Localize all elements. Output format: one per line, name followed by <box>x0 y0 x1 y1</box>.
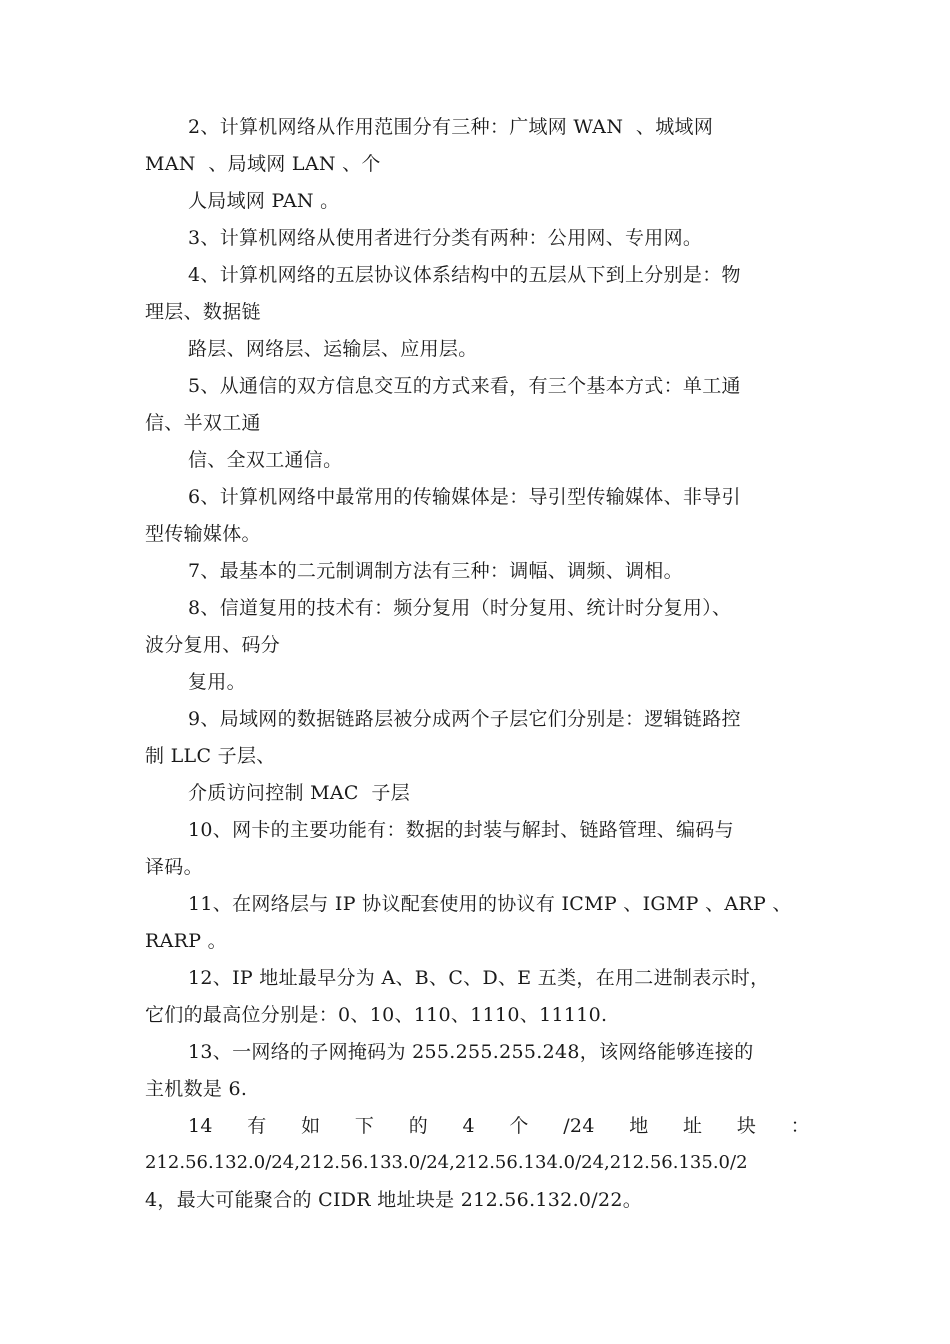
word: 地 <box>629 1115 649 1137</box>
text-line: 13、一网络的子网掩码为 255.255.255.248，该网络能够连接的 <box>188 1041 754 1063</box>
text-line: 10、网卡的主要功能有：数据的封装与解封、链路管理、编码与 <box>188 819 734 841</box>
word: 有 <box>247 1115 267 1137</box>
text-line: 复用。 <box>188 671 246 693</box>
word: 14 <box>188 1115 213 1137</box>
text-line: 6、计算机网络中最常用的传输媒体是：导引型传输媒体、非导引 <box>188 486 741 508</box>
text-line-justified <box>188 1113 810 1139</box>
text-line: 11、在网络层与 IP 协议配套使用的协议有 ICMP 、IGMP 、ARP 、 <box>188 893 792 915</box>
text-line: 12、IP 地址最早分为 A、B、C、D、E 五类，在用二进制表示时， <box>188 967 770 989</box>
text-line: 9、局域网的数据链路层被分成两个子层它们分别是：逻辑链路控 <box>188 708 741 730</box>
word: /24 <box>563 1115 595 1137</box>
text-line: 信、全双工通信。 <box>188 449 343 471</box>
word: 个 <box>509 1115 529 1137</box>
text-line: 波分复用、码分 <box>145 634 281 656</box>
text-line: 它们的最高位分别是：0、10、110、1110、11110. <box>145 1004 608 1026</box>
text-line: 7、最基本的二元制调制方法有三种：调幅、调频、调相。 <box>188 560 683 582</box>
text-line: 路层、网络层、运输层、应用层。 <box>188 338 478 360</box>
word: 4 <box>462 1115 475 1137</box>
word: 下 <box>354 1115 375 1137</box>
text-line: 4、计算机网络的五层协议体系结构中的五层从下到上分别是：物 <box>188 264 741 286</box>
word: 址 <box>683 1115 703 1137</box>
text-line: 译码。 <box>145 856 203 878</box>
word: ： <box>790 1115 810 1137</box>
text-line: 5、从通信的双方信息交互的方式来看，有三个基本方式：单工通 <box>188 375 741 397</box>
word: 块 <box>736 1115 757 1137</box>
text-line: RARP 。 <box>145 930 227 952</box>
text-line: 介质访问控制 MAC 子层 <box>188 782 411 804</box>
text-line: 3、计算机网络从使用者进行分类有两种：公用网、专用网。 <box>188 227 703 249</box>
word: 的 <box>408 1115 429 1137</box>
text-line: 主机数是 6. <box>145 1078 248 1100</box>
word: 如 <box>301 1115 321 1137</box>
text-line: 型传输媒体。 <box>145 523 261 545</box>
text-line: 4，最大可能聚合的 CIDR 地址块是 212.56.132.0/22。 <box>145 1189 643 1211</box>
text-line: 制 LLC 子层、 <box>145 745 276 767</box>
text-line: 理层、数据链 <box>145 301 261 323</box>
text-line: 2、计算机网络从作用范围分有三种：广域网 WAN 、城域网 <box>188 116 714 138</box>
text-line: 212.56.132.0/24,212.56.133.0/24,212.56.134.0/24,212.56.135.0/2 <box>145 1152 748 1173</box>
text-line: MAN 、局域网 LAN 、个 <box>145 153 381 175</box>
text-line: 人局域网 PAN 。 <box>188 190 340 212</box>
text-line: 信、半双工通 <box>145 412 261 434</box>
text-line: 8、信道复用的技术有：频分复用（时分复用、统计时分复用）、 <box>188 597 732 619</box>
